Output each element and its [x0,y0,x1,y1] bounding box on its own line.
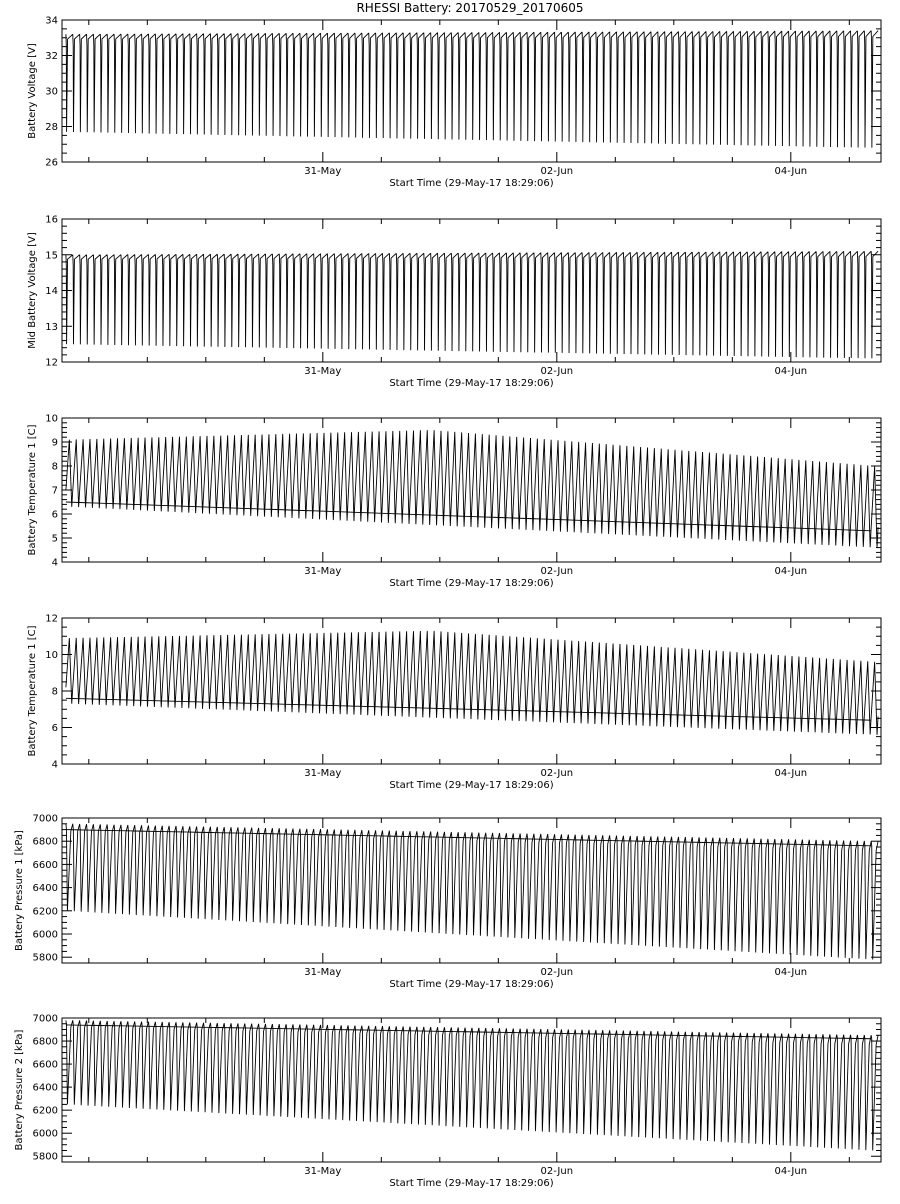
series-envelope-4 [66,698,871,720]
x-tick-label: 02-Jun [540,768,574,779]
x-tick-label: 02-Jun [540,1166,574,1177]
y-tick-label: 6800 [32,1036,58,1048]
x-tick-label: 31-May [304,566,342,577]
y-tick-label: 6200 [32,1105,58,1117]
y-tick-label: 6800 [32,836,58,848]
plot-frame [62,219,881,362]
y-tick-label: 5 [51,533,58,545]
y-tick-label: 5800 [32,1151,58,1163]
series-line-1 [66,31,878,148]
y-tick-label: 6600 [32,1059,58,1071]
x-axis-label: Start Time (29-May-17 18:29:06) [389,178,554,189]
y-tick-label: 6600 [32,859,58,871]
y-tick-label: 7000 [32,813,58,825]
x-tick-label: 31-May [304,768,342,779]
y-tick-label: 14 [45,286,58,297]
x-tick-label: 04-Jun [774,366,808,377]
panel-2 [27,215,881,390]
x-tick-label: 04-Jun [774,768,808,779]
y-tick-label: 10 [45,650,58,661]
y-tick-label: 7 [51,485,58,497]
x-tick-label: 02-Jun [540,366,574,377]
y-tick-label: 30 [45,86,58,98]
y-tick-label: 26 [45,157,58,169]
x-tick-label: 02-Jun [540,166,574,177]
x-tick-label: 31-May [304,166,342,177]
series-envelope-6 [66,1025,871,1039]
panel-1 [27,16,881,190]
y-tick-label: 8 [51,686,58,698]
x-tick-label: 31-May [304,1166,342,1177]
y-tick-label: 4 [51,557,58,569]
chart-title: RHESSI Battery: 20170529_20170605 [356,1,584,15]
panel-6 [14,1014,881,1190]
y-tick-label: 9 [51,437,58,449]
y-axis-label: Battery Voltage [V] [27,43,38,139]
x-tick-label: 04-Jun [774,1166,808,1177]
y-tick-label: 12 [45,613,58,625]
y-tick-label: 4 [51,759,58,771]
x-tick-label: 31-May [304,967,342,978]
x-axis-label: Start Time (29-May-17 18:29:06) [389,378,554,389]
series-line-5 [66,824,878,960]
y-axis-label: Battery Pressure 2 [kPa] [14,1029,25,1151]
y-tick-label: 32 [45,51,58,62]
y-tick-label: 8 [51,461,58,473]
y-tick-label: 6 [51,509,58,521]
y-tick-label: 6000 [32,929,58,941]
x-tick-label: 04-Jun [774,566,808,577]
y-axis-label: Battery Pressure 1 [kPa] [14,830,25,951]
x-tick-label: 04-Jun [774,967,808,978]
x-axis-label: Start Time (29-May-17 18:29:06) [389,1178,554,1189]
x-axis-label: Start Time (29-May-17 18:29:06) [389,979,554,990]
y-tick-label: 6 [51,723,58,734]
x-tick-label: 02-Jun [540,566,574,577]
y-tick-label: 7000 [32,1013,58,1025]
panel-4 [27,614,881,792]
panel-5 [14,814,881,991]
panels [14,16,881,1190]
series-line-3 [66,430,878,547]
series-envelope-3 [66,502,871,531]
y-tick-label: 16 [45,214,58,226]
y-tick-label: 6000 [32,1128,58,1140]
x-tick-label: 31-May [304,366,342,377]
x-axis-label: Start Time (29-May-17 18:29:06) [389,578,554,589]
y-tick-label: 13 [45,321,58,333]
y-tick-label: 10 [45,413,58,425]
x-tick-label: 04-Jun [774,166,808,177]
series-line-4 [66,631,878,735]
plot-frame [62,1018,881,1162]
plot-frame [62,618,881,764]
x-tick-label: 02-Jun [540,967,574,978]
panel-3 [27,414,881,590]
series-line-2 [66,251,878,358]
y-tick-label: 6400 [32,1082,58,1094]
series-envelope-5 [66,830,871,846]
y-tick-label: 5800 [32,952,58,964]
y-tick-label: 6200 [32,906,58,918]
y-tick-label: 15 [45,250,58,262]
y-axis-label: Battery Temperature 1 [C] [27,625,38,757]
y-tick-label: 6400 [32,883,58,895]
x-axis-label: Start Time (29-May-17 18:29:06) [389,780,554,791]
series-line-6 [66,1020,878,1150]
y-tick-label: 12 [45,357,58,369]
y-tick-label: 34 [45,15,58,27]
y-tick-label: 28 [45,122,58,133]
y-axis-label: Mid Battery Voltage [V] [27,232,38,349]
y-axis-label: Battery Temperature 1 [C] [27,424,38,556]
